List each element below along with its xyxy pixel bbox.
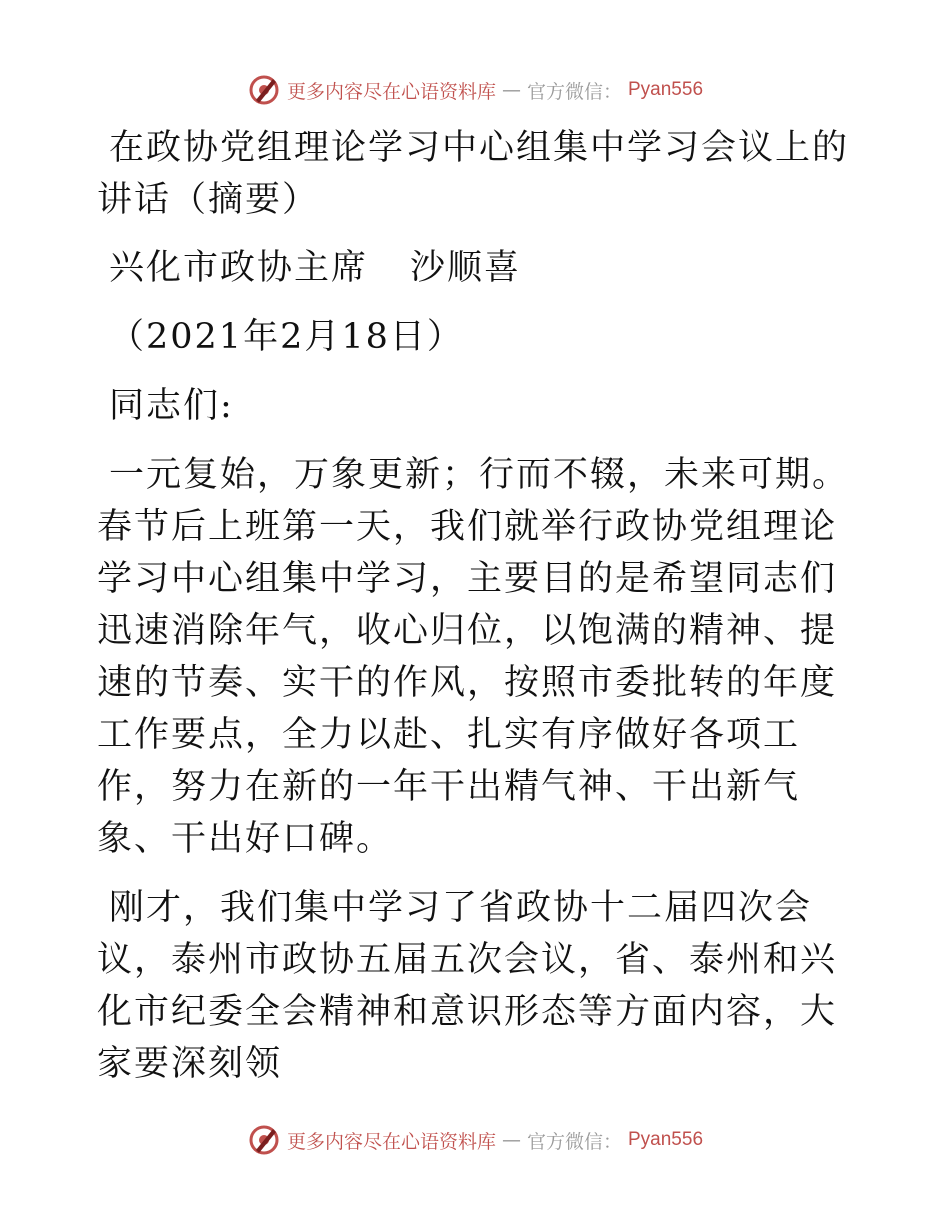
author-name: 沙顺喜	[410, 248, 522, 288]
watermark-text: 更多内容尽在心语资料库	[286, 1130, 496, 1153]
pen-logo-icon	[247, 1123, 281, 1157]
speech-date: （2021年2月18日）	[109, 317, 464, 357]
watermark-wechat-id: Pyan556	[628, 1129, 704, 1150]
header-watermark	[0, 70, 950, 110]
footer-watermark	[0, 1120, 950, 1160]
watermark-wechat-label: 官方微信：	[526, 1130, 622, 1153]
watermark-separator: —	[501, 1129, 521, 1151]
watermark-wechat-id: Pyan556	[628, 79, 704, 100]
body-paragraph: 一元复始，万象更新；行而不辍，未来可期。春节后上班第一天，我们就举行政协党组理论学习中心组集中学习，主要目的是希望同志们迅速消除年气，收心归位，以饱满的精神、提速的节奏、实干的作风，按照市委批转的年度工作要点，全力以赴、扎实有序做好各项工作，努力在新的一年干出精气神、干出新气象、干出好口碑。	[97, 455, 850, 859]
body-paragraph: 刚才，我们集中学习了省政协十二届四次会议，泰州市政协五届五次会议，省、泰州和兴化市纪委全会精神和意识形态等方面内容，大家要深刻领	[97, 888, 838, 1084]
greeting: 同志们:	[109, 386, 234, 426]
author-line	[97, 242, 857, 294]
document-title: 在政协党组理论学习中心组集中学习会议上的讲话（摘要）	[97, 128, 850, 220]
watermark-text: 更多内容尽在心语资料库	[286, 80, 496, 103]
document-body	[97, 122, 857, 1090]
watermark-wechat-label: 官方微信：	[526, 80, 622, 103]
author-position: 兴化市政协主席	[109, 248, 369, 288]
pen-logo-icon	[247, 73, 281, 107]
watermark-separator: —	[501, 79, 521, 101]
